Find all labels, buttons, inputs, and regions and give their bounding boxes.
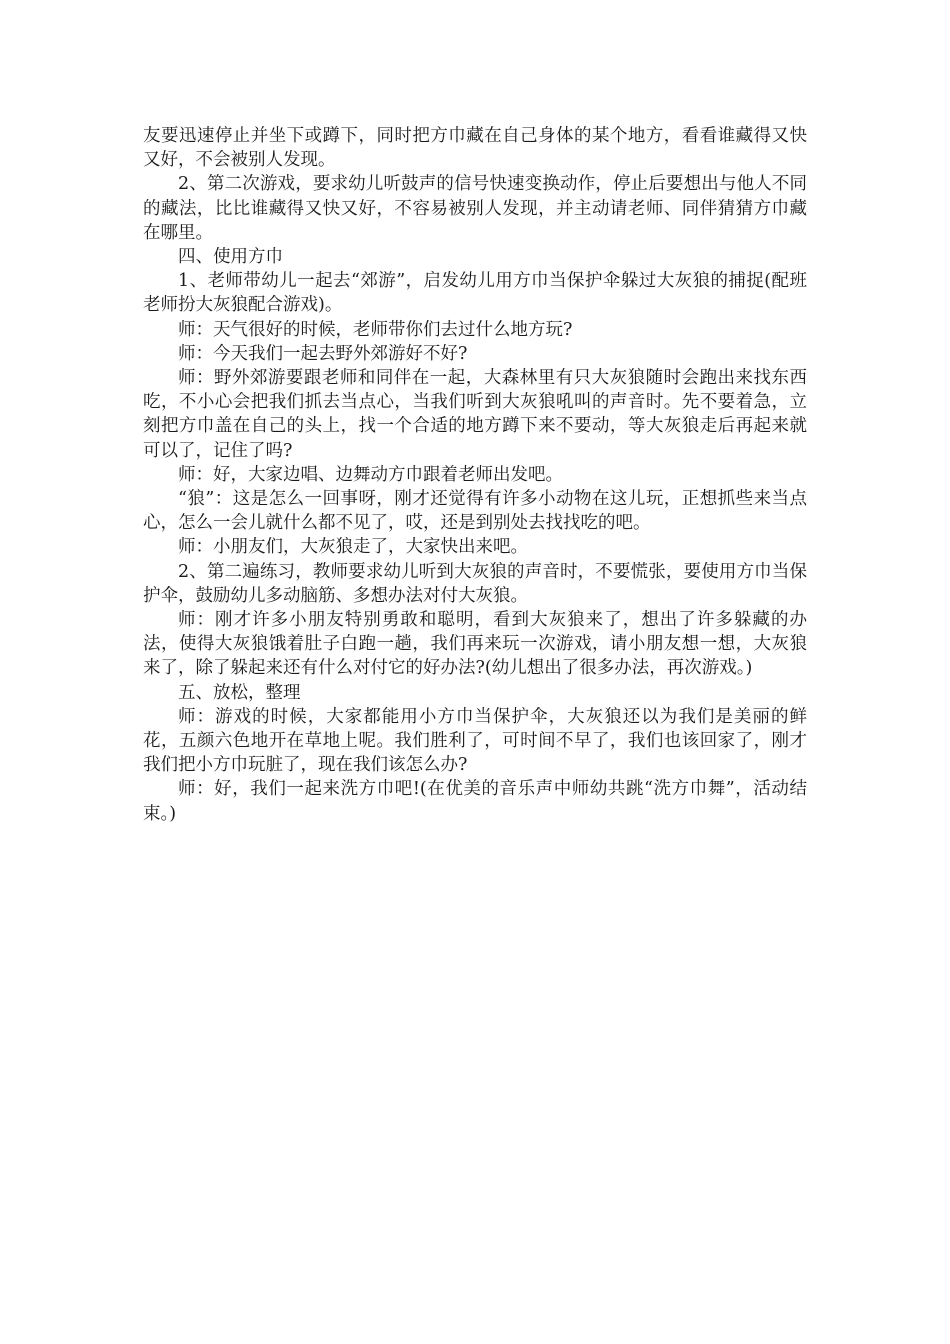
section-heading-relax: 五、放松，整理 [178, 682, 301, 703]
paragraph-teacher-wolf-gone: 师：小朋友们，大灰狼走了，大家快出来吧。 [178, 537, 528, 558]
paragraph-continuation: 友要迅速停止并坐下或蹲下，同时把方巾藏在自己身体的某个地方，看看谁藏得又快又好，不会被别人发现。 [143, 126, 807, 171]
paragraph-outing: 1、老师带幼儿一起去“郊游”，启发幼儿用方巾当保护伞躲过大灰狼的捕捉(配班老师扮大灰狼配合游戏)。 [143, 271, 807, 316]
paragraph-wolf-line: “狼”：这是怎么一回事呀，刚才还觉得有许多小动物在这儿玩，正想抓些来当点心，怎么一会儿就什么都不见了，哎，还是到别处去找找吃的吧。 [143, 489, 807, 534]
paragraph-teacher-question-2: 师：今天我们一起去野外郊游好不好? [178, 343, 468, 364]
document-body [143, 124, 807, 826]
paragraph-teacher-praise: 师：刚才许多小朋友特别勇敢和聪明，看到大灰狼来了，想出了许多躲藏的办法，使得大灰狼饿着肚子白跑一趟，我们再来玩一次游戏，请小朋友想一想，大灰狼来了，除了躲起来还有什么对付它的好办法?(幼儿想出了很多办法，再次游戏。) [143, 610, 807, 679]
paragraph-teacher-question-1: 师：天气很好的时候，老师带你们去过什么地方玩? [178, 319, 573, 340]
paragraph-second-game: 2、第二次游戏，要求幼儿听鼓声的信号快速变换动作，停止后要想出与他人不同的藏法，比比谁藏得又快又好，不容易被别人发现，并主动请老师、同伴猜猜方巾藏在哪里。 [143, 174, 807, 243]
paragraph-teacher-start: 师：好，大家边唱、边舞动方巾跟着老师出发吧。 [178, 464, 563, 485]
paragraph-teacher-summary: 师：游戏的时候，大家都能用小方巾当保护伞，大灰狼还以为我们是美丽的鲜花，五颜六色地开在草地上呢。我们胜利了，可时间不早了，我们也该回家了，刚才我们把小方巾玩脏了，现在我们该怎么办? [143, 706, 807, 776]
section-heading-use-scarf: 四、使用方巾 [178, 247, 283, 268]
paragraph-second-practice: 2、第二遍练习，教师要求幼儿听到大灰狼的声音时，不要慌张，要使用方巾当保护伞，鼓励幼儿多动脑筋、多想办法对付大灰狼。 [143, 561, 807, 606]
paragraph-ending: 师：好，我们一起来洗方巾吧!(在优美的音乐声中师幼共跳“洗方巾舞”，活动结束。) [143, 779, 807, 824]
paragraph-teacher-instructions: 师：野外郊游要跟老师和同伴在一起，大森林里有只大灰狼随时会跑出来找东西吃，不小心会把我们抓去当点心，当我们听到大灰狼吼叫的声音时。先不要着急，立刻把方巾盖在自己的头上，找一个合适的地方蹲下来不要动，等大灰狼走后再起来就可以了，记住了吗? [143, 368, 807, 461]
